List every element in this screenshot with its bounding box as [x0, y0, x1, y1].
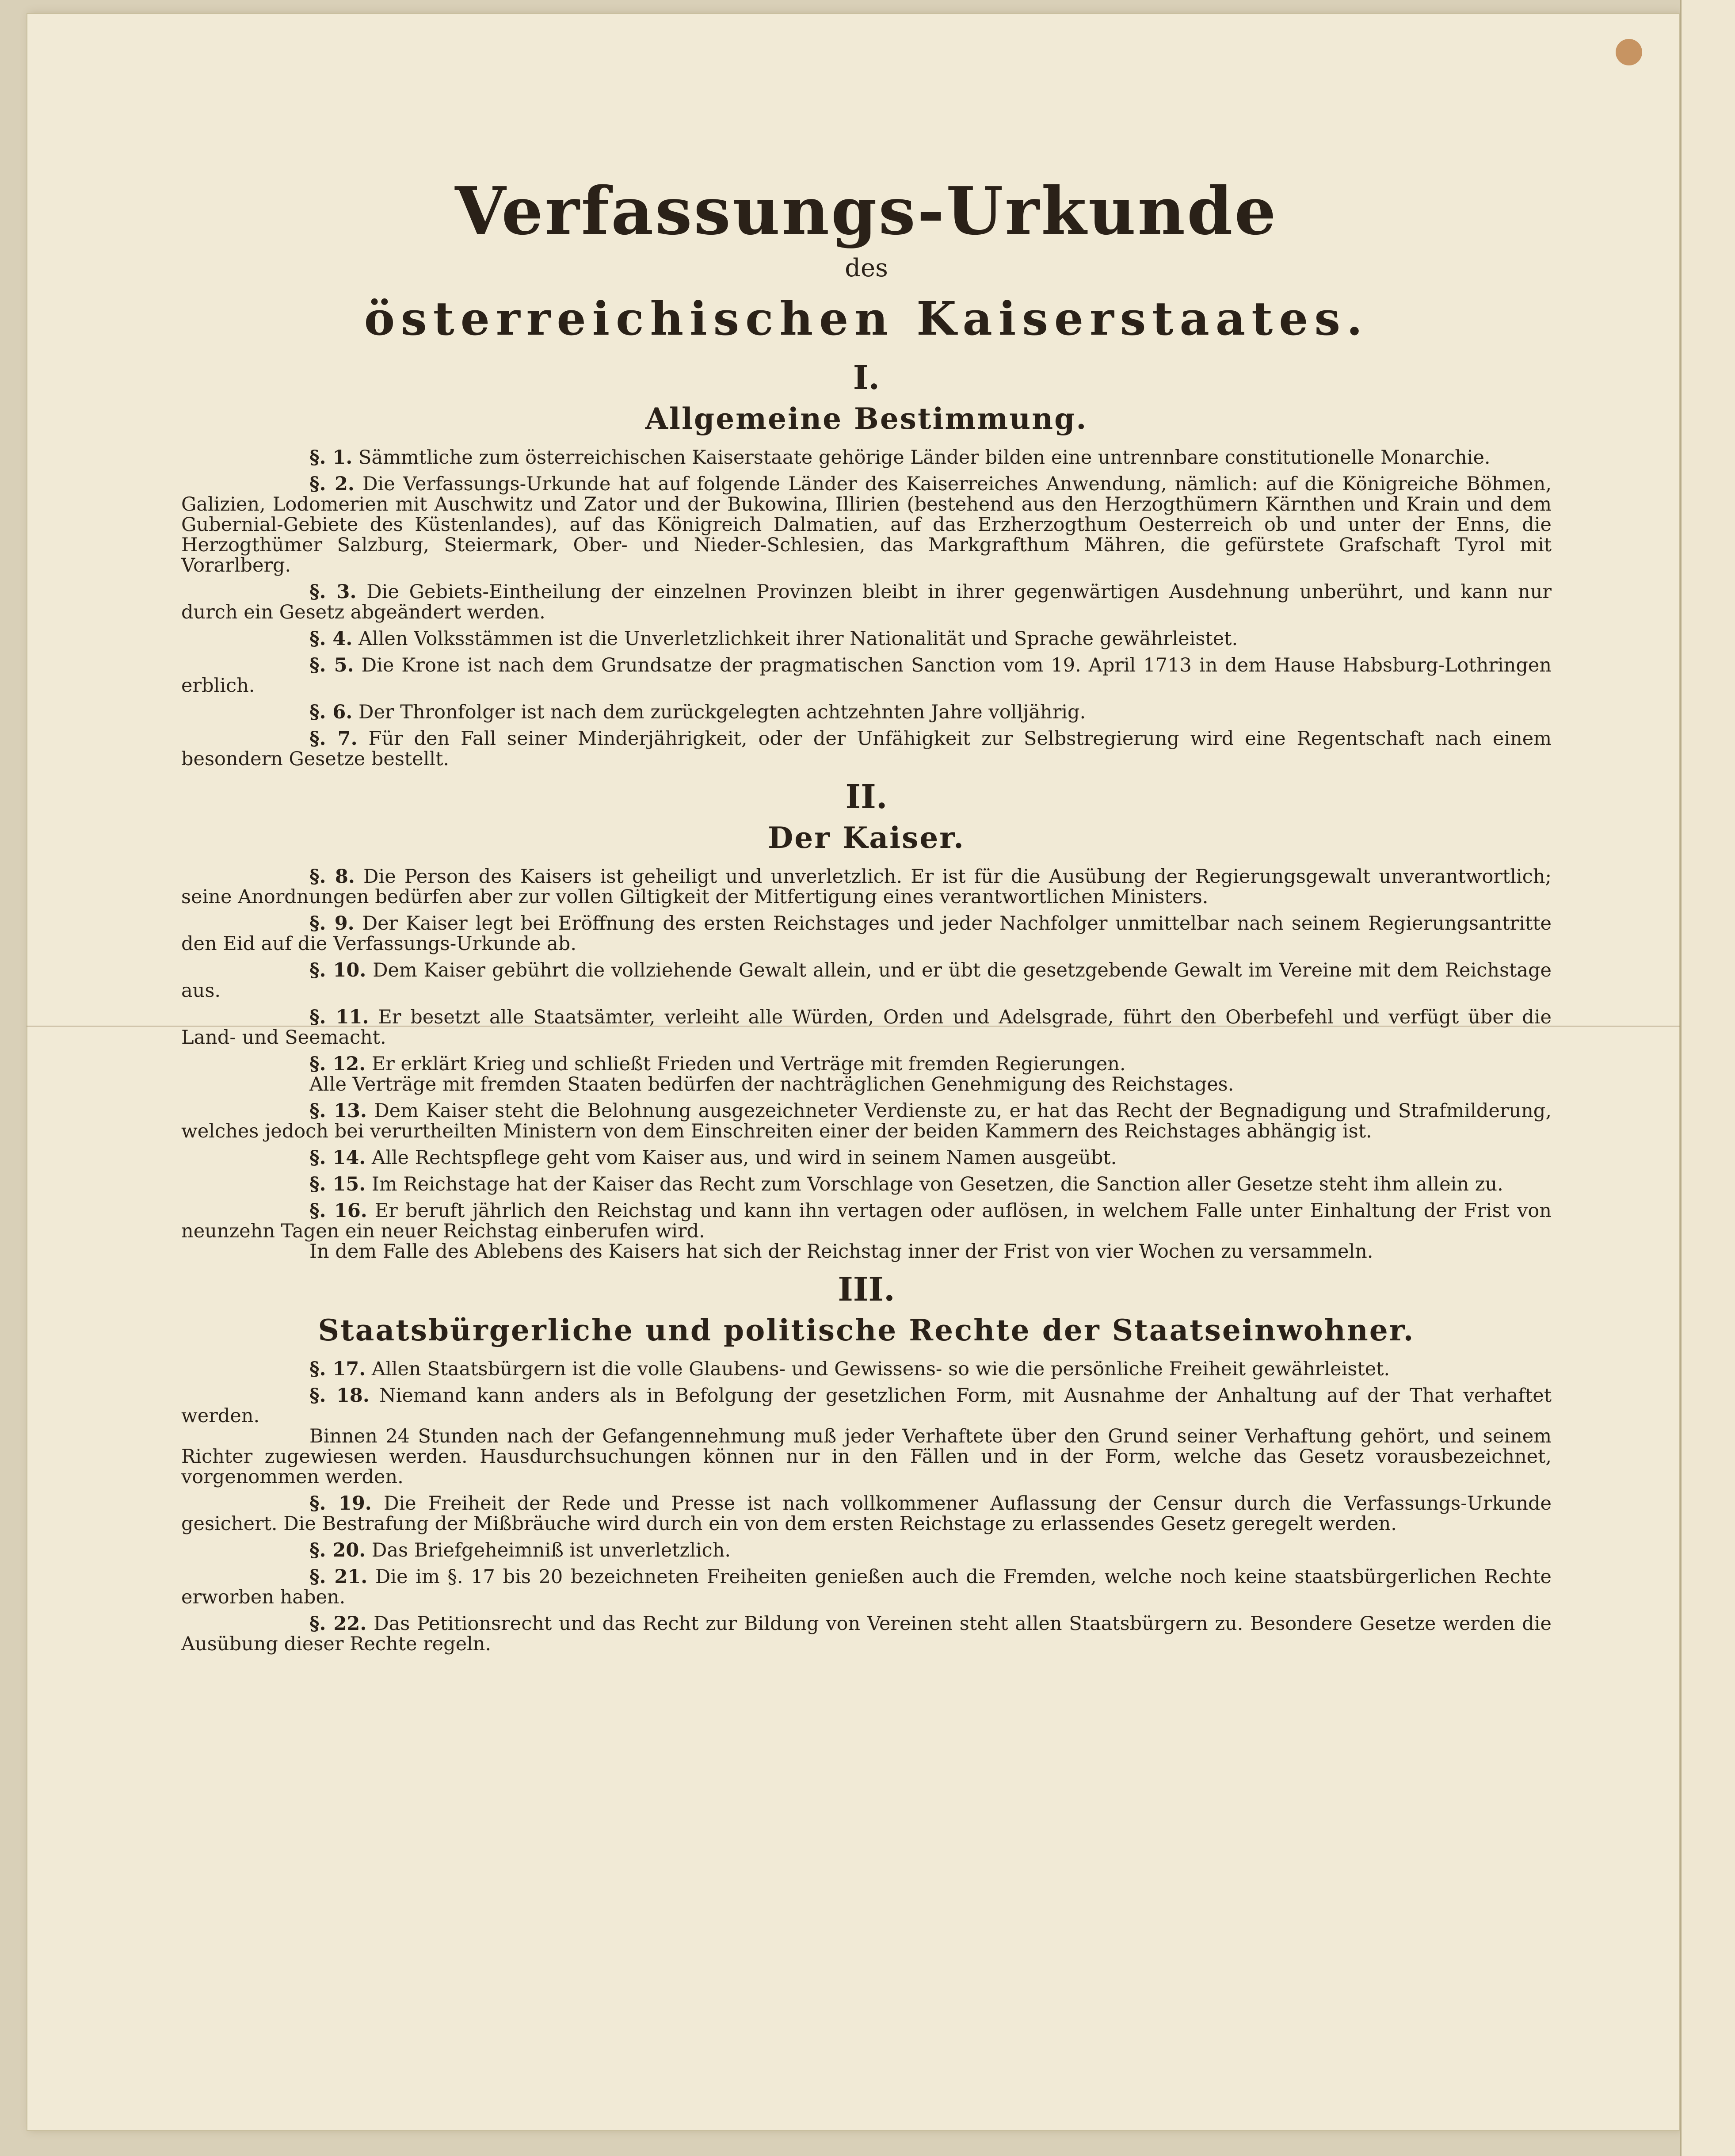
document-title: Verfassungs-Urkunde: [455, 172, 1278, 249]
paragraph-text: Die im §. 17 bis 20 bezeichneten Freiheiten genießen auch die Fremden, welche noch keine staatsbürgerlichen Rechte erworben haben.: [181, 1566, 1552, 1608]
paragraph-text: Alle Rechtspflege geht vom Kaiser aus, und wird in seinem Namen ausgeübt.: [371, 1147, 1117, 1169]
pin-hole: [1616, 39, 1642, 65]
section-heading: Staatsbürgerliche und politische Rechte der Staatseinwohner.: [318, 1313, 1415, 1347]
paragraph-text: Dem Kaiser steht die Belohnung ausgezeichneter Verdienste zu, er hat das Recht der Begnadigung und Strafmilderung, welches jedoch bei verurtheilten Ministern von dem Einschreiten einer der beiden Kammern des Reichstages abhängig ist.: [181, 1100, 1552, 1142]
paragraph: [181, 1101, 1552, 1141]
paragraph-text: Die Person des Kaisers ist geheiligt und unverletzlich. Er ist für die Ausübung der Regierungsgewalt unverantwortlich; seine Anordnungen bedürfen aber zur vollen Giltigkeit der Mitfertigung eines verantwortlichen Ministers.: [181, 866, 1552, 908]
paragraph-number: §. 21.: [309, 1566, 368, 1588]
paragraph-text: Er besetzt alle Staatsämter, verleiht alle Würden, Orden und Adelsgrade, führt den Oberbefehl und verfügt über die Land- und Seemacht.: [181, 1006, 1552, 1049]
title-connector: des: [845, 254, 888, 282]
paragraph-number: §. 6.: [309, 701, 353, 723]
section-number: II.: [845, 778, 888, 816]
section-heading: Allgemeine Bestimmung.: [645, 401, 1088, 436]
paragraph: [181, 960, 1552, 1001]
paragraph-number: §. 18.: [309, 1385, 370, 1407]
paragraph: [181, 1540, 1552, 1561]
paragraph-number: §. 3.: [309, 581, 357, 603]
paragraph: [181, 866, 1552, 907]
paragraph-text: Der Thronfolger ist nach dem zurückgelegten achtzehnten Jahre volljährig.: [358, 701, 1086, 723]
paragraph-text: Der Kaiser legt bei Eröffnung des ersten Reichstages und jeder Nachfolger unmittelbar nach seinem Regierungsantritte den Eid auf die Verfassungs-Urkunde ab.: [181, 912, 1552, 955]
paragraph: [181, 582, 1552, 622]
section-number: III.: [838, 1271, 895, 1309]
paragraph: [181, 1007, 1552, 1048]
paragraph-text: Sämmtliche zum österreichischen Kaiserstaate gehörige Länder bilden eine untrennbare constitutionelle Monarchie.: [358, 446, 1491, 469]
paragraph-text: Dem Kaiser gebührt die vollziehende Gewalt allein, und er übt die gesetzgebende Gewalt im Vereine mit dem Reichstage aus.: [181, 959, 1552, 1002]
paragraph-number: §. 5.: [309, 654, 354, 676]
paragraph-number: §. 20.: [309, 1539, 366, 1561]
paragraph: [181, 447, 1552, 468]
paragraph: [181, 1201, 1552, 1241]
paragraph-number: §. 4.: [309, 628, 353, 650]
paragraph-text: Er erklärt Krieg und schließt Frieden und Verträge mit fremden Regierungen.: [371, 1053, 1126, 1075]
paragraph: [181, 913, 1552, 954]
paragraph: [181, 1359, 1552, 1379]
paragraph-text: Im Reichstage hat der Kaiser das Recht zum Vorschlage von Gesetzen, die Sanction aller Gesetze steht ihm allein zu.: [371, 1173, 1503, 1195]
paragraph: [181, 729, 1552, 769]
paragraph-number: §. 19.: [309, 1492, 372, 1515]
paragraph: [181, 655, 1552, 696]
paragraph-continuation: In dem Falle des Ablebens des Kaisers hat sich der Reichstag inner der Frist von vier Wochen zu versammeln.: [309, 1240, 1373, 1263]
paragraph: [181, 629, 1552, 649]
paragraph: [181, 702, 1552, 722]
section-number: I.: [853, 359, 880, 397]
paragraph: [181, 474, 1552, 576]
paragraph-number: §. 13.: [309, 1100, 367, 1122]
paragraph: [181, 1567, 1552, 1607]
paragraph-number: §. 9.: [309, 912, 355, 935]
paragraph-text: Die Gebiets-Eintheilung der einzelnen Provinzen bleibt in ihrer gegenwärtigen Ausdehnung unberührt, und kann nur durch ein Gesetz abgeändert werden.: [181, 581, 1552, 623]
paragraph-text: Die Freiheit der Rede und Presse ist nach vollkommener Auflassung der Censur durch die Verfassungs-Urkunde gesichert. Die Bestrafung der Mißbräuche wird durch ein von dem ersten Reichstage zu erlassendes Gesetz geregelt werden.: [181, 1492, 1552, 1535]
paragraph: [181, 1614, 1552, 1654]
paragraph: [181, 1174, 1552, 1194]
paragraph-number: §. 16.: [309, 1200, 367, 1222]
paragraph: [181, 1148, 1552, 1168]
paragraph-text: Für den Fall seiner Minderjährigkeit, oder der Unfähigkeit zur Selbstregierung wird eine Regentschaft nach einem besondern Gesetze bestellt.: [181, 728, 1552, 770]
paragraph-number: §. 8.: [309, 866, 355, 888]
paragraph-text: Die Verfassungs-Urkunde hat auf folgende Länder des Kaiserreiches Anwendung, nämlich: auf die Königreiche Böhmen, Galizien, Lodomerien mit Auschwitz und Zator und der Bukowina, Illirien (bestehend aus den Herzogthümern Kärnthen und Krain und dem Gubernial-Gebiete des Küstenlandes), auf das Königreich Dalmatien, auf das Erzherzogthum Oesterreich ob und unter der Enns, die Herzogthümer Salzburg, Steiermark, Ober- und Nieder-Schlesien, das Markgrafthum Mähren, die gefürstete Grafschaft Tyrol mit Vorarlberg.: [181, 473, 1552, 576]
paragraph-number: §. 17.: [309, 1358, 366, 1380]
paragraph-text: Allen Staatsbürgern ist die volle Glaubens- und Gewissens- so wie die persönliche Freiheit gewährleistet.: [371, 1358, 1390, 1380]
document-body: [181, 172, 1552, 1660]
paragraph-number: §. 15.: [309, 1173, 366, 1195]
paragraph-number: §. 2.: [309, 473, 355, 495]
document-subtitle: österreichischen Kaiserstaates.: [364, 291, 1369, 346]
paragraph: [181, 1385, 1552, 1426]
paragraph-text: Das Petitionsrecht und das Recht zur Bildung von Vereinen steht allen Staatsbürgern zu. Besondere Gesetze werden die Ausübung dieser Rechte regeln.: [181, 1613, 1552, 1655]
paragraph: [181, 1493, 1552, 1534]
paragraph-text: Das Briefgeheimniß ist unverletzlich.: [371, 1539, 731, 1561]
paragraph-text: Allen Volksstämmen ist die Unverletzlichkeit ihrer Nationalität und Sprache gewährleistet.: [358, 628, 1238, 650]
paragraph-number: §. 14.: [309, 1147, 366, 1169]
paragraph-text: Er beruft jährlich den Reichstag und kann ihn vertagen oder auflösen, in welchem Falle unter Einhaltung der Frist von neunzehn Tagen ein neuer Reichstag einberufen wird.: [181, 1200, 1552, 1242]
paragraph-number: §. 22.: [309, 1613, 367, 1635]
paragraph-continuation: Alle Verträge mit fremden Staaten bedürfen der nachträglichen Genehmigung des Reichstages.: [309, 1073, 1234, 1095]
paragraph-number: §. 12.: [309, 1053, 366, 1075]
paragraph-number: §. 7.: [309, 728, 358, 750]
paragraph: [181, 1054, 1552, 1074]
adjacent-page-edge: [1680, 0, 1735, 2156]
paragraph-text: Niemand kann anders als in Befolgung der gesetzlichen Form, mit Ausnahme der Anhaltung auf der That verhaftet werden.: [181, 1385, 1552, 1427]
paragraph-number: §. 10.: [309, 959, 366, 981]
section-heading: Der Kaiser.: [767, 820, 965, 855]
paragraph-number: §. 11.: [309, 1006, 369, 1028]
paragraph-text: Die Krone ist nach dem Grundsatze der pragmatischen Sanction vom 19. April 1713 in dem Hause Habsburg-Lothringen erblich.: [181, 654, 1552, 697]
paragraph-number: §. 1.: [309, 446, 353, 469]
paragraph-continuation: Binnen 24 Stunden nach der Gefangennehmung muß jeder Verhaftete über den Grund seiner Verhaftung gehört, und seinem Richter zugewiesen werden. Hausdurchsuchungen können nur in den Fällen und in der Form, welche das Gesetz vorausbezeichnet, vorgenommen werden.: [181, 1425, 1552, 1488]
